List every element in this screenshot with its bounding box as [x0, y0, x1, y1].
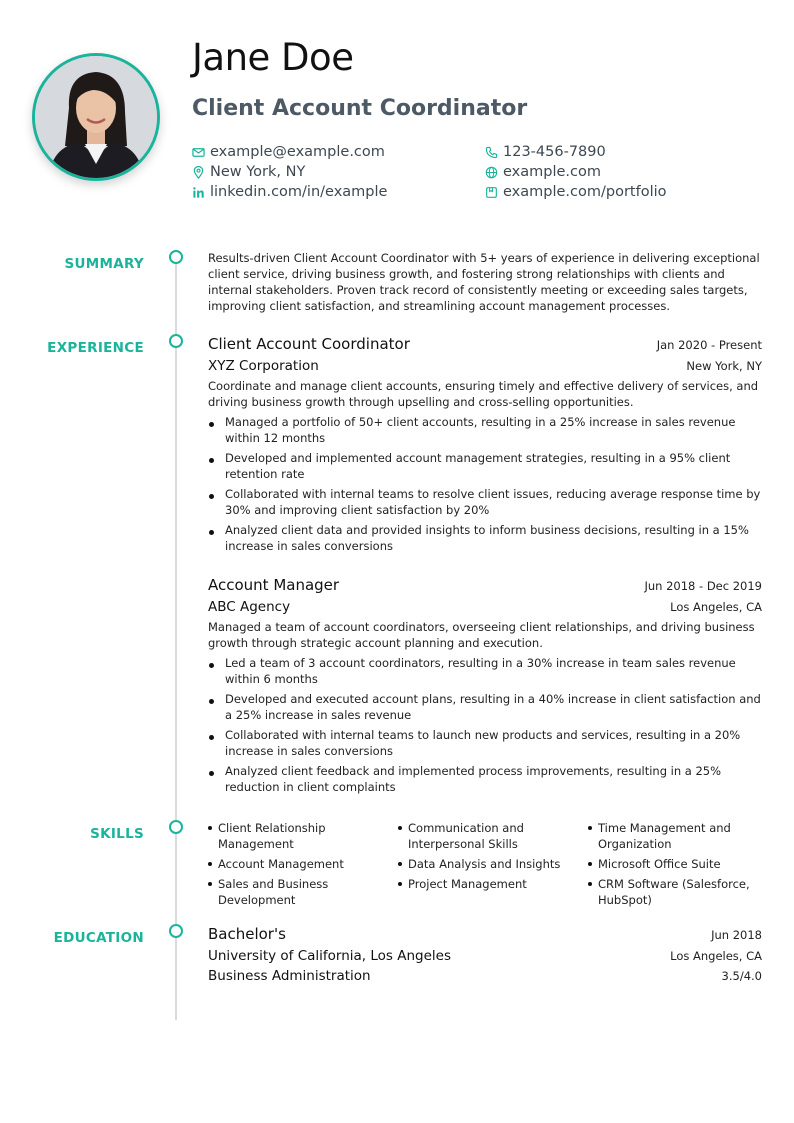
skill-item: Sales and Business Development — [208, 876, 398, 908]
achievement-item: Managed a portfolio of 50+ client accounts, resulting in a 25% increase in sales revenue within 12 months — [208, 414, 762, 446]
job-org-row — [208, 358, 762, 374]
job-achievements — [208, 414, 762, 554]
skills-grid — [208, 820, 762, 908]
experience-entry — [208, 335, 762, 558]
skills-timeline-dot — [169, 820, 183, 834]
summary-section — [208, 250, 762, 314]
envelope-icon — [192, 146, 205, 159]
linkedin-icon — [192, 186, 205, 199]
skill-item: Data Analysis and Insights — [398, 856, 588, 872]
education-school-row — [208, 948, 762, 964]
job-location: Los Angeles, CA — [670, 600, 762, 614]
location-pin-icon — [192, 166, 205, 179]
achievement-item: Analyzed client data and provided insights to inform business decisions, resulting in a 15% increase in sales conversions — [208, 522, 762, 554]
portfolio-icon — [485, 186, 498, 199]
education-heading: EDUCATION — [53, 930, 144, 946]
contact-linkedin-text: linkedin.com/in/example — [210, 184, 388, 200]
globe-icon — [485, 166, 498, 179]
summary-text: Results-driven Client Account Coordinator with 5+ years of experience in delivering exceptional client service, driving business growth, and fostering strong relationships with clients and internal stakeholders. Proven track record of consistently meeting or exceeding sales targets, improving client satisfaction, and streamlining account management processes. — [208, 251, 760, 313]
phone-icon — [485, 146, 498, 159]
skill-item: Communication and Interpersonal Skills — [398, 820, 588, 852]
achievement-item: Developed and implemented account management strategies, resulting in a 95% client retention rate — [208, 450, 762, 482]
education-degree: Bachelor's — [208, 925, 286, 943]
education-field: Business Administration — [208, 968, 371, 984]
skill-item: Project Management — [398, 876, 588, 908]
job-dates: Jan 2020 - Present — [656, 338, 762, 352]
candidate-title: Client Account Coordinator — [192, 96, 528, 121]
contact-phone-text: 123-456-7890 — [503, 144, 606, 160]
education-gpa: 3.5/4.0 — [721, 969, 762, 983]
contact-portfolio[interactable] — [485, 182, 667, 202]
skill-item: Client Relationship Management — [208, 820, 398, 852]
job-title: Client Account Coordinator — [208, 335, 410, 353]
job-title: Account Manager — [208, 576, 340, 594]
contact-website-text: example.com — [503, 164, 601, 180]
skills-section — [208, 820, 762, 908]
education-school: University of California, Los Angeles — [208, 948, 452, 964]
contact-phone[interactable] — [485, 142, 667, 162]
job-company: XYZ Corporation — [208, 358, 319, 374]
skill-item: CRM Software (Salesforce, HubSpot) — [588, 876, 762, 908]
job-achievements — [208, 655, 762, 795]
experience-heading: EXPERIENCE — [47, 340, 144, 356]
job-org-row — [208, 599, 762, 615]
education-location: Los Angeles, CA — [670, 949, 762, 963]
job-header — [208, 576, 762, 594]
job-company: ABC Agency — [208, 599, 291, 615]
contact-list-right — [485, 142, 667, 202]
contact-email[interactable] — [192, 142, 387, 162]
experience-timeline-dot — [169, 334, 183, 348]
achievement-item: Developed and executed account plans, resulting in a 40% increase in client satisfaction and a 25% increase in sales revenue — [208, 691, 762, 723]
skill-item: Account Management — [208, 856, 398, 872]
job-dates: Jun 2018 - Dec 2019 — [644, 579, 762, 593]
contact-location — [192, 162, 387, 182]
education-field-row — [208, 968, 762, 984]
candidate-name: Jane Doe — [192, 36, 354, 79]
summary-heading: SUMMARY — [64, 256, 144, 272]
education-date: Jun 2018 — [711, 928, 762, 942]
timeline-line — [175, 256, 177, 1020]
profile-photo — [32, 53, 160, 181]
contact-linkedin[interactable] — [192, 182, 387, 202]
skills-heading: SKILLS — [90, 826, 144, 842]
job-location: New York, NY — [686, 359, 762, 373]
job-description: Coordinate and manage client accounts, ensuring timely and effective delivery of services, and driving business growth through upselling and cross-selling opportunities. — [208, 379, 759, 409]
experience-entry — [208, 576, 762, 799]
achievement-item: Collaborated with internal teams to resolve client issues, reducing average response time by 30% and improving client satisfaction by 20% — [208, 486, 762, 518]
contact-list-left — [192, 142, 387, 202]
summary-timeline-dot — [169, 250, 183, 264]
achievement-item: Collaborated with internal teams to launch new products and services, resulting in a 20% increase in sales conversions — [208, 727, 762, 759]
contact-website[interactable] — [485, 162, 667, 182]
achievement-item: Analyzed client feedback and implemented process improvements, resulting in a 25% reduction in client complaints — [208, 763, 762, 795]
skill-item: Time Management and Organization — [588, 820, 762, 852]
contact-portfolio-text: example.com/portfolio — [503, 184, 667, 200]
profile-photo-illustration — [35, 56, 157, 178]
achievement-item: Led a team of 3 account coordinators, resulting in a 30% increase in team sales revenue within 6 months — [208, 655, 762, 687]
education-timeline-dot — [169, 924, 183, 938]
contact-location-text: New York, NY — [210, 164, 306, 180]
job-header — [208, 335, 762, 353]
education-section — [208, 925, 762, 984]
job-description: Managed a team of account coordinators, overseeing client relationships, and driving business growth through strategic account planning and execution. — [208, 620, 755, 650]
contact-email-text: example@example.com — [210, 144, 385, 160]
education-header — [208, 925, 762, 943]
skill-item: Microsoft Office Suite — [588, 856, 762, 872]
